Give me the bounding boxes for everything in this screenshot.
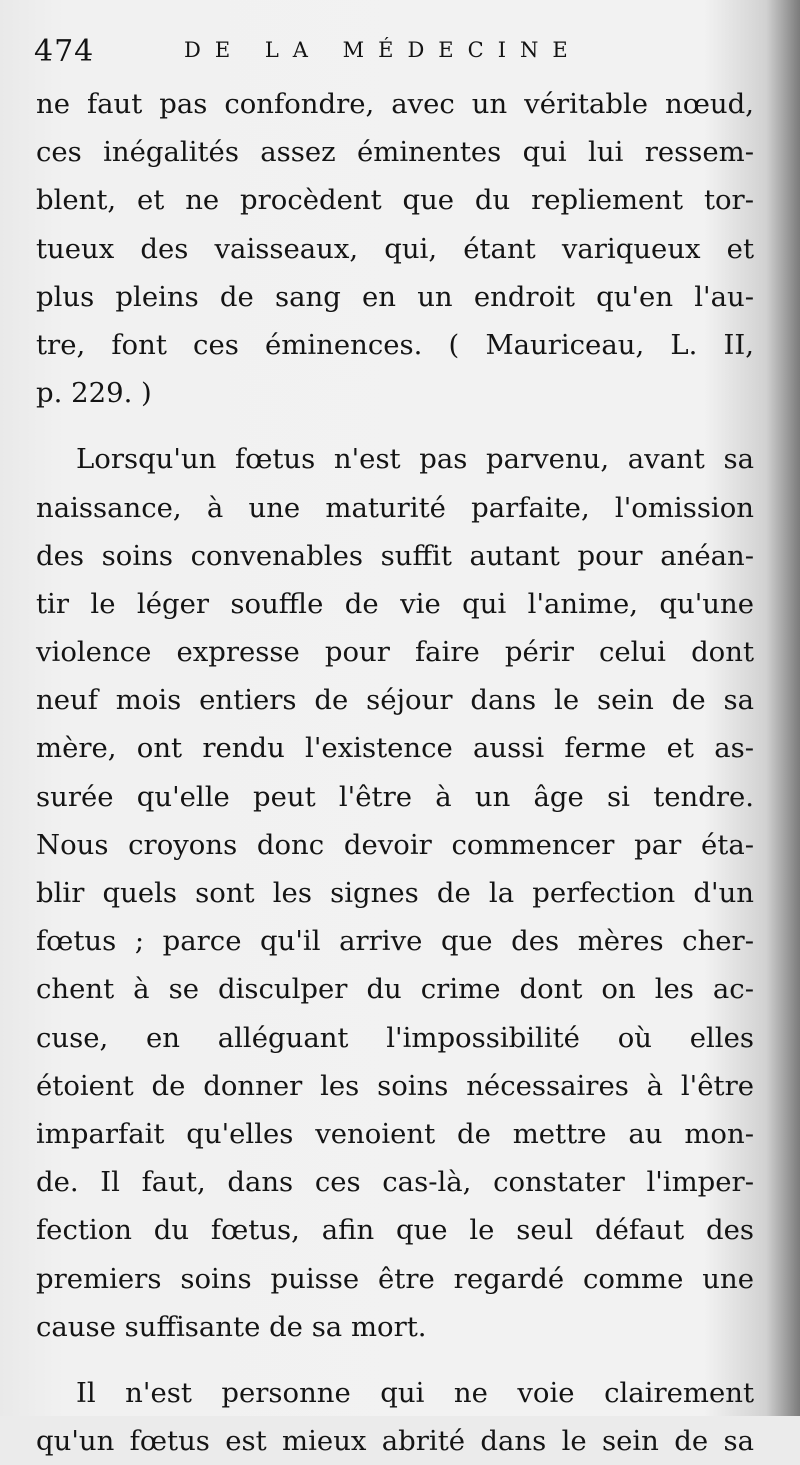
text-line: étoient de donner les soins nécessaires à l'être — [36, 1069, 754, 1102]
text-line: fection du fœtus, afin que le seul défaut des — [36, 1214, 754, 1247]
page-header — [34, 34, 754, 74]
text-line: surée qu'elle peut l'être à un âge si tendre. — [36, 780, 754, 813]
text-line: tir le léger souffle de vie qui l'anime, qu'une — [36, 587, 754, 620]
text-line: Il n'est personne qui ne voie clairement — [76, 1376, 754, 1409]
text-line: naissance, à une maturité parfaite, l'omission — [36, 491, 754, 524]
text-line: qu'un fœtus est mieux abrité dans le sein de sa — [36, 1425, 754, 1458]
text-line: des soins convenables suffit autant pour anéan- — [36, 539, 754, 572]
paragraph-3 — [36, 1369, 754, 1465]
text-line: fœtus ; parce qu'il arrive que des mères cher- — [36, 925, 754, 958]
text-line: ces inégalités assez éminentes qui lui ressem- — [36, 136, 754, 169]
running-head: DE LA MÉDECINE — [184, 38, 582, 62]
text-line: ne faut pas confondre, avec un véritable nœud, — [36, 88, 754, 120]
text-line: blir quels sont les signes de la perfection d'un — [36, 877, 754, 909]
text-line: Lorsqu'un fœtus n'est pas parvenu, avant sa — [76, 443, 754, 476]
text-line: imparfait qu'elles venoient de mettre au mon- — [36, 1117, 754, 1150]
text-line: cuse, en alléguant l'impossibilité où elles — [36, 1021, 754, 1054]
text-line: Nous croyons donc devoir commencer par éta- — [36, 828, 754, 861]
paragraph-2 — [36, 435, 754, 1351]
text-line: premiers soins puisse être regardé comme une — [36, 1262, 754, 1295]
page-number: 474 — [34, 34, 95, 69]
text-line: tueux des vaisseaux, qui, étant variqueux et — [36, 232, 754, 265]
paragraph-1 — [36, 80, 754, 417]
text-line: cause suffisante de sa mort. — [36, 1310, 427, 1343]
text-line: violence expresse pour faire périr celui dont — [36, 636, 754, 669]
body-text — [36, 80, 754, 1465]
text-line: tre, font ces éminences. ( Mauriceau, L. II, — [36, 328, 754, 361]
text-line: de. Il faut, dans ces cas-là, constater l'imper- — [36, 1166, 754, 1199]
text-line: blent, et ne procèdent que du repliement tor- — [36, 184, 754, 217]
text-line: neuf mois entiers de séjour dans le sein de sa — [36, 684, 754, 717]
page-edge-shadow — [766, 0, 800, 1416]
text-line: plus pleins de sang en un endroit qu'en l'au- — [36, 280, 754, 313]
text-line: chent à se disculper du crime dont on les ac- — [36, 973, 754, 1006]
text-line: mère, ont rendu l'existence aussi ferme et as- — [36, 732, 754, 765]
text-line: p. 229. ) — [36, 377, 152, 410]
